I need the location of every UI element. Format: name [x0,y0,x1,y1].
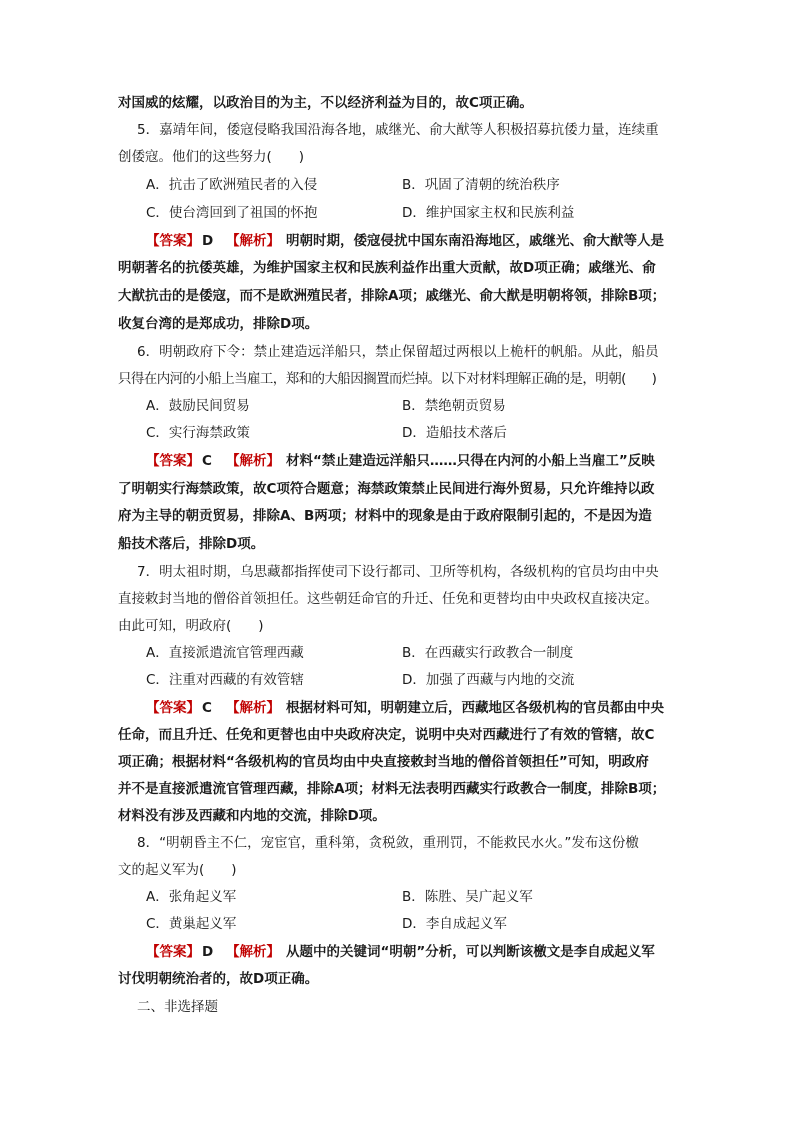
q5-option-d: D．维护国家主权和民族利益 [402,205,575,221]
q6-option-c: C．实行海禁政策 [146,425,250,441]
section-heading: 二、非选择题 [137,999,218,1015]
q5-answer-value: D [202,233,214,249]
q6-answer-line [0,448,794,474]
q6-stem-line-1 [0,339,794,365]
q8-option-a: A．张角起义军 [146,889,237,905]
q7-analysis-tag: 【解析】 [226,700,280,716]
q5-stem-line-1 [0,117,794,143]
q6-options-row-2 [0,420,794,446]
q7-analysis-line-2 [0,722,794,748]
q7-answer-tag: 【答案】 [146,700,200,716]
q5-stem-1: 5．嘉靖年间，倭寇侵略我国沿海各地，戚继光、俞大猷等人积极招募抗倭力量，连续重 [137,122,659,138]
q6-analysis-tag: 【解析】 [226,453,280,469]
q5-analysis-line-2 [0,255,794,281]
q8-answer-tag: 【答案】 [146,944,200,960]
q6-answer-tag: 【答案】 [146,453,200,469]
q7-stem-3: 由此可知，明政府( ) [118,618,264,634]
q8-stem-line-2 [0,857,794,883]
section-heading-line [0,994,794,1020]
q5-analysis-tag: 【解析】 [226,233,280,249]
q8-options-row-2 [0,911,794,937]
q8-analysis-2: 讨伐明朝统治者的，故D项正确。 [118,971,319,987]
q8-analysis-line-2 [0,966,794,992]
q7-stem-line-1 [0,559,794,585]
q6-analysis-line-3 [0,503,794,529]
q7-stem-line-3 [0,613,794,639]
q5-analysis-line-4 [0,311,794,337]
q6-analysis-line-4 [0,531,794,557]
q6-options-row-1 [0,393,794,419]
continuation-line [0,90,794,116]
q5-options-row-2 [0,200,794,226]
q8-options-row-1 [0,884,794,910]
q8-stem-2: 文的起义军为( ) [118,862,237,878]
q6-analysis-line-2 [0,476,794,502]
q8-option-c: C．黄巢起义军 [146,916,237,932]
q7-analysis-line-5 [0,803,794,829]
q5-analysis-4: 收复台湾的是郑成功，排除D项。 [118,316,319,332]
q6-option-a: A．鼓励民间贸易 [146,398,250,414]
q6-answer-value: C [202,453,212,469]
q5-analysis-1: 明朝时期，倭寇侵扰中国东南沿海地区，戚继光、俞大猷等人是 [286,233,664,249]
q5-analysis-3: 大猷抗击的是倭寇，而不是欧洲殖民者，排除A项；戚继光、俞大猷是明朝将领，排除B项； [118,288,666,304]
q5-option-a: A．抗击了欧洲殖民者的入侵 [146,177,318,193]
q7-analysis-3: 项正确；根据材料“各级机构的官员均由中央直接敕封当地的僧俗首领担任”可知，明政府 [118,754,649,770]
continuation-text: 对国威的炫耀，以政治目的为主，不以经济利益为目的，故C项正确。 [118,95,533,111]
q7-option-a: A．直接派遣流官管理西藏 [146,645,304,661]
q6-stem-1: 6．明朝政府下令：禁止建造远洋船只，禁止保留超过两根以上桅杆的帆船。从此，船员 [137,344,659,360]
q6-stem-2: 只得在内河的小船上当雇工，郑和的大船因搁置而烂掉。以下对材料理解正确的是，明朝( ) [118,371,657,387]
q7-analysis-1: 根据材料可知，明朝建立后，西藏地区各级机构的官员都由中央 [286,700,664,716]
q6-analysis-1: 材料“禁止建造远洋船只……只得在内河的小船上当雇工”反映 [286,453,655,469]
q6-analysis-4: 船技术落后，排除D项。 [118,536,265,552]
q7-analysis-line-4 [0,776,794,802]
q5-analysis-2: 明朝著名的抗倭英雄，为维护国家主权和民族利益作出重大贡献，故D项正确；戚继光、俞 [118,260,656,276]
q5-answer-tag: 【答案】 [146,233,200,249]
q8-stem-line-1 [0,830,794,856]
q7-answer-value: C [202,700,212,716]
q5-option-c: C．使台湾回到了祖国的怀抱 [146,205,318,221]
q6-analysis-2: 了明朝实行海禁政策，故C项符合题意；海禁政策禁止民间进行海外贸易，只允许维持以政 [118,481,655,497]
q8-analysis-tag: 【解析】 [226,944,280,960]
q7-analysis-5: 材料没有涉及西藏和内地的交流，排除D项。 [118,808,386,824]
q6-stem-line-2 [0,366,794,392]
q8-option-b: B．陈胜、吴广起义军 [402,889,533,905]
q8-stem-1: 8．“明朝昏主不仁，宠宦官，重科第，贪税敛，重刑罚，不能救民水火。”发布这份檄 [137,835,639,851]
q6-option-b: B．禁绝朝贡贸易 [402,398,506,414]
q7-stem-2: 直接敕封当地的僧俗首领担任。这些朝廷命官的升迁、任免和更替均由中央政权直接决定。 [118,591,658,607]
q7-option-b: B．在西藏实行政教合一制度 [402,645,574,661]
q7-option-c: C．注重对西藏的有效管辖 [146,672,304,688]
q7-stem-line-2 [0,586,794,612]
q5-option-b: B．巩固了清朝的统治秩序 [402,177,560,193]
q6-analysis-3: 府为主导的朝贡贸易，排除A、B两项；材料中的现象是由于政府限制引起的，不是因为造 [118,508,652,524]
q8-option-d: D．李自成起义军 [402,916,507,932]
q7-analysis-4: 并不是直接派遣流官管理西藏，排除A项；材料无法表明西藏实行政教合一制度，排除B项； [118,781,666,797]
q6-option-d: D．造船技术落后 [402,425,507,441]
q8-answer-line [0,939,794,965]
q5-stem-2: 创倭寇。他们的这些努力( ) [118,149,305,165]
q7-answer-line [0,695,794,721]
q5-analysis-line-3 [0,283,794,309]
q7-stem-1: 7．明太祖时期，乌思藏都指挥使司下设行都司、卫所等机构，各级机构的官员均由中央 [137,564,659,580]
q7-analysis-2: 任命，而且升迁、任免和更替也由中央政府决定，说明中央对西藏进行了有效的管辖，故C [118,727,655,743]
q5-options-row-1 [0,172,794,198]
q7-options-row-1 [0,640,794,666]
q7-options-row-2 [0,667,794,693]
q5-answer-line [0,228,794,254]
q8-analysis-1: 从题中的关键词“明朝”分析，可以判断该檄文是李自成起义军 [286,944,655,960]
q7-option-d: D．加强了西藏与内地的交流 [402,672,575,688]
q8-answer-value: D [202,944,214,960]
q5-stem-line-2 [0,144,794,170]
q7-analysis-line-3 [0,749,794,775]
